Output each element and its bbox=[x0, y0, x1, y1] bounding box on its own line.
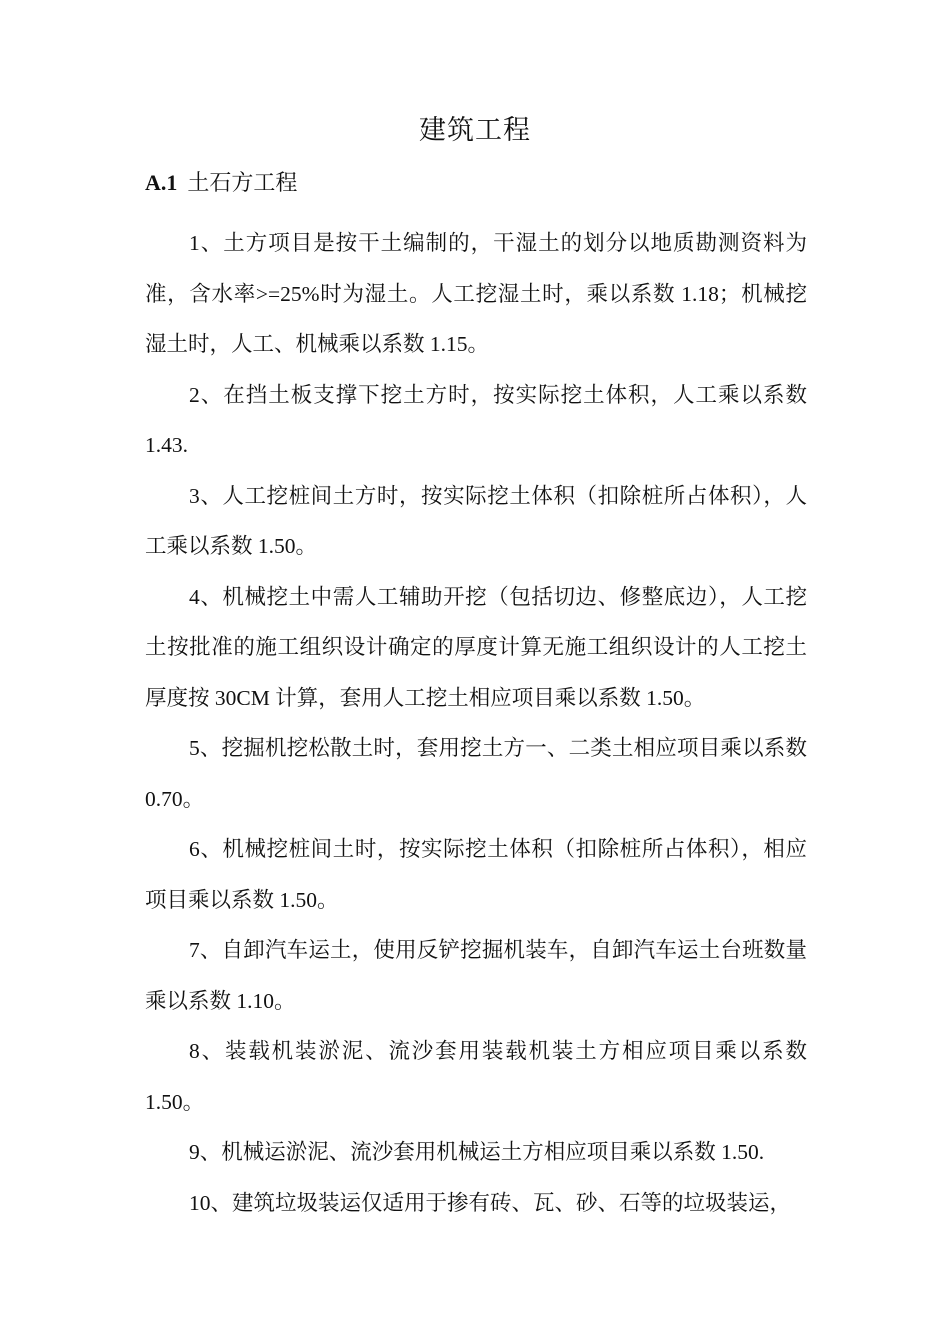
paragraph-2: 2、在挡土板支撑下挖土方时，按实际挖土体积，人工乘以系数 1.43. bbox=[145, 382, 807, 457]
section-title: 土石方工程 bbox=[187, 170, 298, 195]
paragraph-3: 3、人工挖桩间土方时，按实际挖土体积（扣除桩所占体积），人工乘以系数 1.50。 bbox=[145, 483, 807, 558]
section-heading bbox=[145, 167, 297, 199]
section-number: A.1 bbox=[145, 170, 178, 195]
paragraph-9: 9、机械运淤泥、流沙套用机械运土方相应项目乘以系数 1.50. bbox=[189, 1140, 765, 1164]
document-title: 建筑工程 bbox=[419, 115, 531, 145]
paragraph-7: 7、自卸汽车运土，使用反铲挖掘机装车，自卸汽车运土台班数量乘以系数 1.10。 bbox=[145, 938, 807, 1013]
paragraph-10: 10、建筑垃圾装运仅适用于掺有砖、瓦、砂、石等的垃圾装运， bbox=[189, 1190, 792, 1215]
paragraph-1: 1、土方项目是按干土编制的，干湿土的划分以地质勘测资料为准，含水率>=25%时为湿土。人工挖湿土时，乘以系数 1.18；机械挖湿土时，人工、机械乘以系数 1.15。 bbox=[145, 231, 807, 356]
paragraph-6: 6、机械挖桩间土时，按实际挖土体积（扣除桩所占体积），相应项目乘以系数 1.50。 bbox=[145, 837, 807, 912]
paragraph-4: 4、机械挖土中需人工辅助开挖（包括切边、修整底边），人工挖土按批准的施工组织设计确定的厚度计算无施工组织设计的人工挖土厚度按 30CM 计算，套用人工挖土相应项目乘以系数 1.50。 bbox=[145, 584, 807, 710]
paragraph-5: 5、挖掘机挖松散土时，套用挖土方一、二类土相应项目乘以系数 0.70。 bbox=[145, 736, 807, 811]
paragraph-8: 8、装载机装淤泥、流沙套用装载机装土方相应项目乘以系数 1.50。 bbox=[145, 1039, 807, 1114]
document-body bbox=[145, 218, 807, 1228]
